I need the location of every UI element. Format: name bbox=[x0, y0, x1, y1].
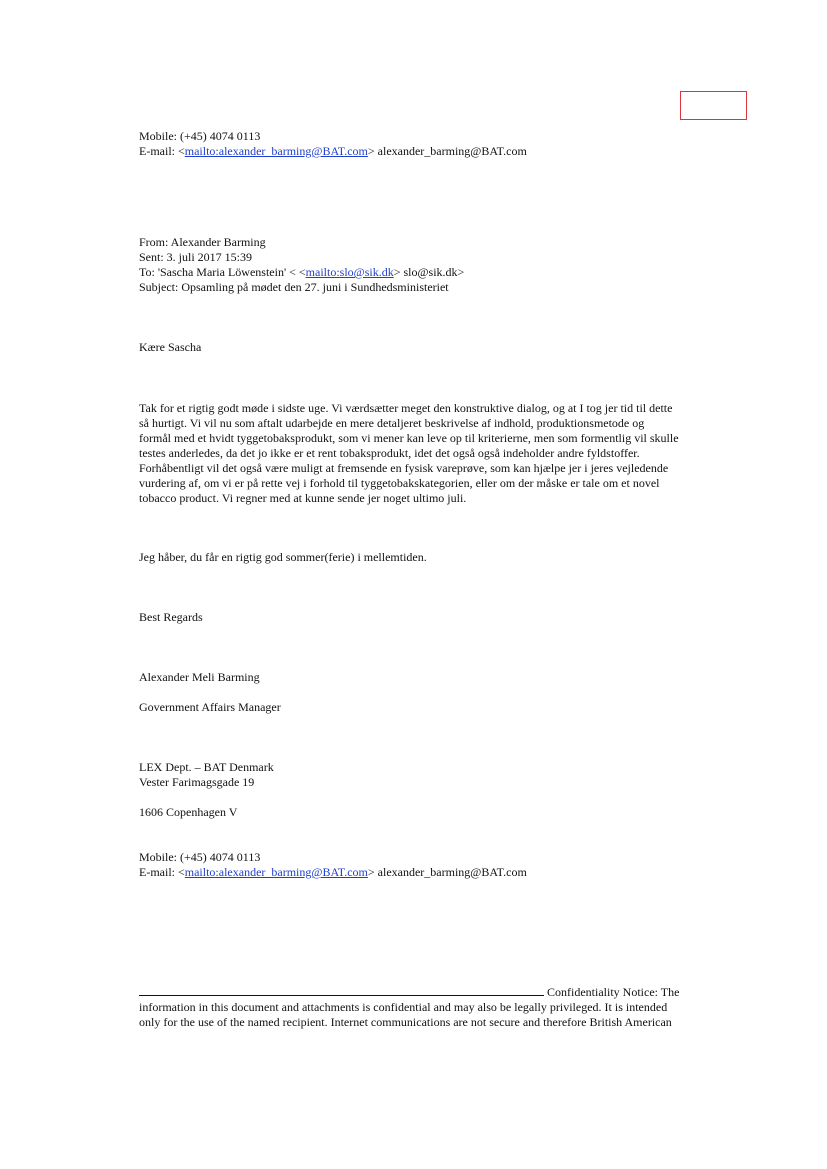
city-line: 1606 Copenhagen V bbox=[139, 805, 238, 819]
email-line: E-mail: <mailto:alexander_barming@BAT.com> alexander_barming@BAT.com bbox=[139, 144, 527, 158]
notice-first-line: Confidentiality Notice: The bbox=[139, 984, 699, 1000]
contact-bottom bbox=[139, 850, 699, 880]
closing-wish: Jeg håber, du får en rigtig god sommer(ferie) i mellemtiden. bbox=[139, 550, 427, 564]
body-line: Forhåbentligt vil det også være muligt at fremsende en fysisk vareprøve, som kan hjælpe jer i jeres vejledende bbox=[139, 461, 669, 475]
subject-line: Subject: Opsamling på mødet den 27. juni i Sundhedsministeriet bbox=[139, 280, 449, 294]
body-line: tobacco product. Vi regner med at kunne sende jer noget ultimo juli. bbox=[139, 491, 467, 505]
notice-line: only for the use of the named recipient. Internet communications are not secure and therefore British American bbox=[139, 1015, 672, 1029]
email-link[interactable]: mailto:alexander_barming@BAT.com bbox=[184, 865, 368, 879]
body-line: så hurtigt. Vi vil nu som aftalt udarbejde en mere detaljeret beskrivelse af indhold, produktionsmetode og bbox=[139, 416, 645, 430]
dept-line: LEX Dept. – BAT Denmark bbox=[139, 760, 274, 774]
email-header bbox=[139, 235, 699, 295]
signature-address bbox=[139, 760, 699, 790]
notice-line: information in this document and attachments is confidential and may also be legally privileged. It is intended bbox=[139, 1000, 668, 1014]
regards: Best Regards bbox=[139, 610, 203, 624]
mobile-line: Mobile: (+45) 4074 0113 bbox=[139, 129, 261, 143]
from-line: From: Alexander Barming bbox=[139, 235, 266, 249]
body-paragraph bbox=[139, 401, 699, 506]
email-line: E-mail: <mailto:alexander_barming@BAT.com> alexander_barming@BAT.com bbox=[139, 865, 527, 879]
signature-title: Government Affairs Manager bbox=[139, 700, 281, 714]
confidentiality-notice bbox=[139, 984, 699, 1030]
contact-top bbox=[139, 129, 699, 159]
body-line: formål med et hvidt tyggetobaksprodukt, som vi mener kan leve op til kriterierne, men som formentlig vil skulle bbox=[139, 431, 679, 445]
street-line: Vester Farimagsgade 19 bbox=[139, 775, 255, 789]
body-line: vurdering af, om vi er på rette vej i forhold til tyggetobakskategorien, eller om der måske er tale om et novel bbox=[139, 476, 660, 490]
red-annotation-box bbox=[680, 91, 747, 120]
underscore-rule bbox=[139, 984, 544, 996]
email-link[interactable]: mailto:alexander_barming@BAT.com bbox=[184, 144, 368, 158]
signature-name: Alexander Meli Barming bbox=[139, 670, 260, 684]
body-line: testes anderledes, da det jo ikke er et rent tobaksprodukt, idet det også også indeholder andre fyldstoffer. bbox=[139, 446, 640, 460]
mobile-line: Mobile: (+45) 4074 0113 bbox=[139, 850, 261, 864]
greeting: Kære Sascha bbox=[139, 340, 202, 354]
sent-line: Sent: 3. juli 2017 15:39 bbox=[139, 250, 253, 264]
to-line: To: 'Sascha Maria Löwenstein' < <mailto:slo@sik.dk> slo@sik.dk> bbox=[139, 265, 465, 279]
body-line: Tak for et rigtig godt møde i sidste uge. Vi værdsætter meget den konstruktive dialog, og at I tog jer tid til dette bbox=[139, 401, 673, 415]
to-email-link[interactable]: mailto:slo@sik.dk bbox=[305, 265, 394, 279]
